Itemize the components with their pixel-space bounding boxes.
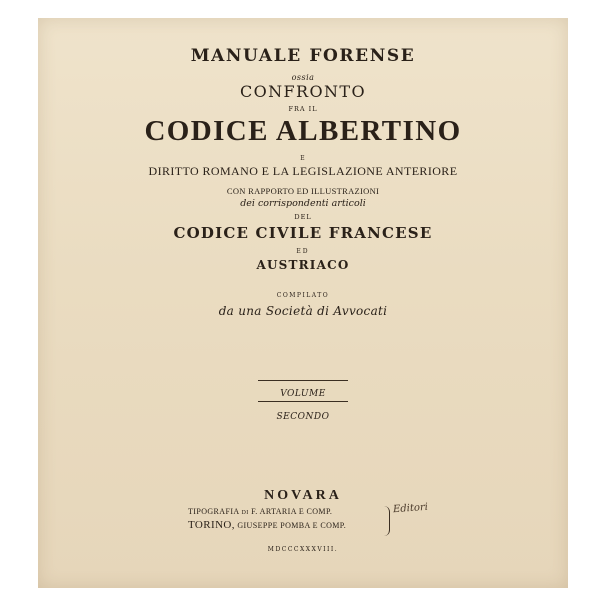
- austriaco-title: AUSTRIACO: [256, 258, 350, 272]
- imprint-di: DI: [241, 510, 249, 516]
- fra-il-text: FRA IL: [288, 105, 318, 113]
- confronto-text: CONFRONTO: [239, 82, 366, 101]
- imprint-artaria: F. ARTARIA E COMP.: [251, 507, 333, 516]
- book-title-page: [38, 18, 568, 588]
- del-text: DEL: [294, 213, 312, 221]
- place-novara: NOVARA: [264, 488, 342, 503]
- volume-label-box: [258, 380, 348, 422]
- codice-civile-title: CODICE CIVILE FRANCESE: [173, 224, 433, 242]
- publication-year: MDCCCXXXVIII.: [267, 546, 339, 553]
- compilato-text: COMPILATO: [276, 292, 330, 299]
- diritto-romano-line: DIRITTO ROMANO E LA LEGISLAZIONE ANTERIORE: [148, 164, 458, 178]
- main-title: MANUALE FORENSE: [190, 46, 416, 66]
- imprint-torino: TORINO,: [188, 519, 235, 531]
- ed-text: ED: [296, 248, 310, 255]
- handwritten-note: Editori: [392, 501, 429, 516]
- imprint-pomba: GIUSEPPE POMBA E COMP.: [237, 521, 347, 530]
- dei-corrispondenti-line: dei corrispondenti articoli: [240, 198, 366, 209]
- brace-mark: [383, 506, 390, 536]
- ossia-text: ossia: [291, 73, 315, 82]
- publisher-imprint: [188, 507, 408, 531]
- volume-label: VOLUME SECONDO: [276, 389, 330, 422]
- codice-albertino-title: CODICE ALBERTINO: [144, 115, 462, 147]
- imprint-row-2: [188, 519, 408, 531]
- imprint-tipografia: TIPOGRAFIA: [188, 507, 240, 516]
- con-rapporto-line: CON RAPPORTO ED ILLUSTRAZIONI: [226, 186, 380, 196]
- imprint-row-1: [188, 507, 408, 516]
- conjunction-e: E: [300, 155, 306, 162]
- societa-avvocati-line: da una Società di Avvocati: [218, 304, 388, 318]
